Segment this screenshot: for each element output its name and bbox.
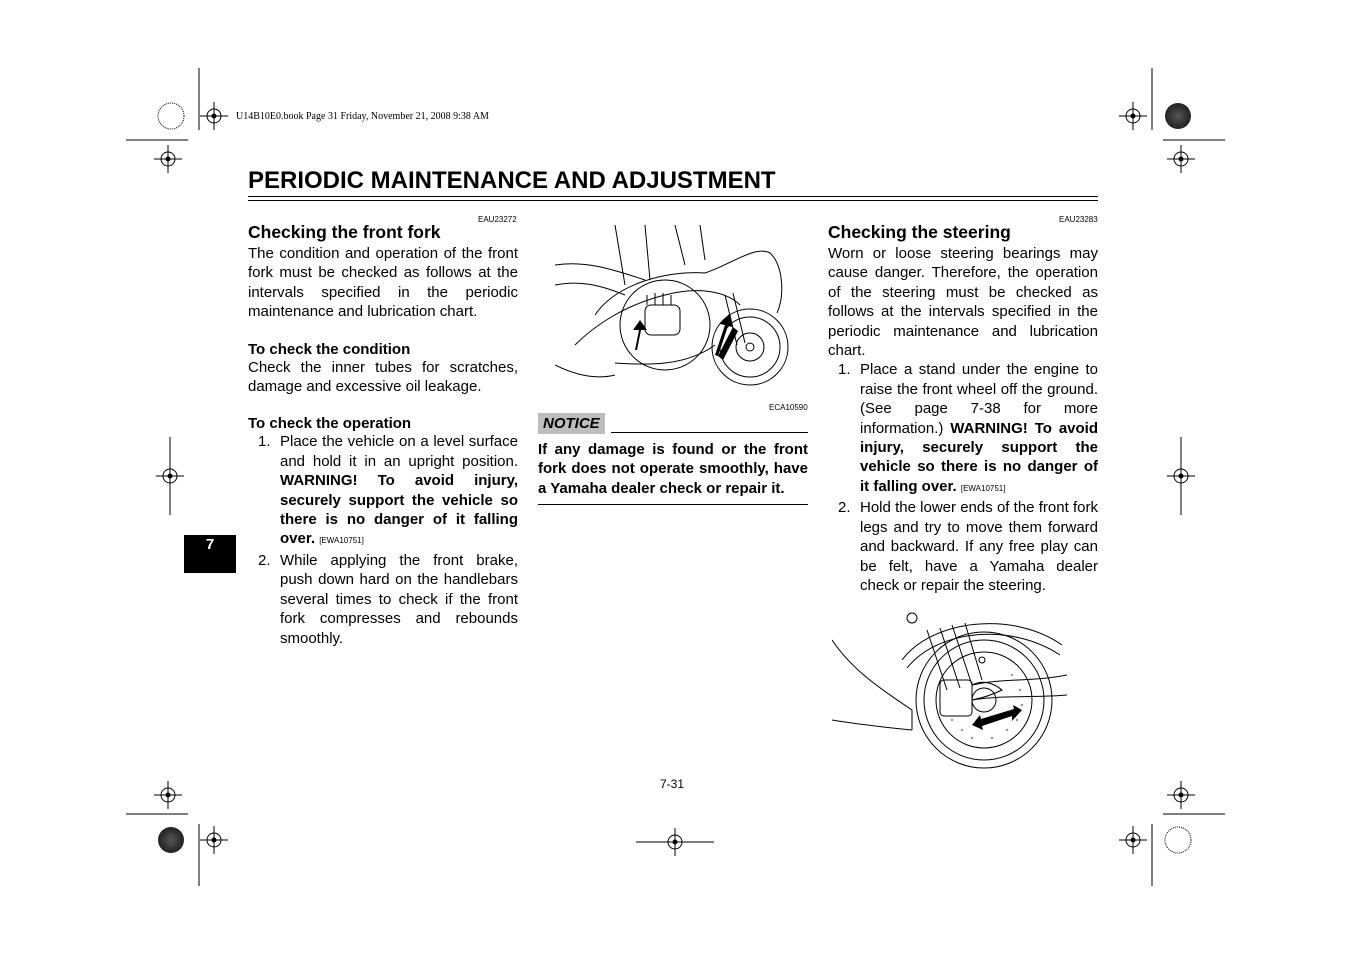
steering-illustration <box>832 600 1067 770</box>
condition-text: Check the inner tubes for scratches, damage and excessive oil leakage. <box>248 358 518 396</box>
steering-intro: Worn or loose steering bearings may cause danger. Therefore, the operation of the steering must be checked as follows at the intervals specified in the periodic maintenance and lubrication chart. <box>828 245 1098 360</box>
page-number: 7-31 <box>660 777 685 791</box>
steering-heading: Checking the steering <box>828 222 1011 242</box>
title-rule-2 <box>248 200 1098 201</box>
notice-text: If any damage is found or the front fork does not operate smoothly, have a Yamaha dealer check or repair it. <box>538 441 808 497</box>
steering-section <box>828 222 1098 595</box>
front-fork-section <box>248 222 518 648</box>
front-fork-code: EAU23272 <box>478 215 517 224</box>
book-info: U14B10E0.book Page 31 Friday, November 21, 2008 9:38 AM <box>236 111 489 122</box>
notice-label: NOTICE <box>538 413 605 434</box>
step-number: 2. <box>838 499 851 517</box>
step-number: 2. <box>258 551 271 569</box>
steering-code: EAU23283 <box>1059 215 1098 224</box>
front-fork-intro: The condition and operation of the front fork must be checked as follows at the intervals specified in the periodic maintenance and lubrication chart. <box>248 245 518 321</box>
notice-top-rule <box>611 432 808 433</box>
operation-heading: To check the operation <box>248 415 412 433</box>
crop-mark-bottom-right <box>1119 781 1225 886</box>
front-fork-illustration <box>555 225 790 390</box>
warning-ref: [EWA10751] <box>960 483 1006 493</box>
crop-mark-bottom-middle <box>636 828 714 856</box>
step-text: Hold the lower ends of the front fork legs and try to move them forward and backward. If any free play can be felt, have a Yamaha dealer check or repair the steering. <box>860 499 1098 594</box>
front-fork-heading: Checking the front fork <box>248 222 441 242</box>
warning-ref: [EWA10751] <box>319 536 364 546</box>
step-text: While applying the front brake, push down hard on the handlebars several times to check if the front fork compresses and rebounds smoothly. <box>280 551 518 647</box>
notice-bottom-rule <box>538 504 808 505</box>
step-warning: WARNING! To avoid injury, securely support the vehicle so there is no danger of it falling over. <box>860 419 1099 495</box>
notice-code: ECA10590 <box>769 403 808 412</box>
title-rule-1 <box>248 196 1098 197</box>
operation-steps <box>248 432 518 647</box>
crop-mark-right-middle <box>1167 437 1195 515</box>
condition-heading: To check the condition <box>248 340 411 358</box>
crop-mark-top-left <box>126 68 228 173</box>
step-text: Place a stand under the engine to raise the front wheel off the ground. (See page 7-38 for more information.) <box>860 361 1098 437</box>
steering-steps <box>828 360 1098 595</box>
list-item <box>828 360 1098 498</box>
step-text: Place the vehicle on a level surface and hold it in an upright position. <box>280 433 518 470</box>
page-title: PERIODIC MAINTENANCE AND ADJUSTMENT <box>248 167 776 194</box>
step-warning: WARNING! To avoid injury, securely support the vehicle so there is no danger of it falling over. <box>280 472 518 548</box>
chapter-tab: 7 <box>184 535 236 573</box>
list-item <box>248 551 518 648</box>
list-item <box>248 432 518 550</box>
step-number: 1. <box>258 433 271 451</box>
list-item <box>828 498 1098 595</box>
step-number: 1. <box>838 361 851 379</box>
crop-mark-left-middle <box>156 437 184 515</box>
crop-mark-bottom-left <box>126 781 228 886</box>
notice-block <box>538 413 808 505</box>
crop-mark-top-right <box>1119 68 1225 173</box>
